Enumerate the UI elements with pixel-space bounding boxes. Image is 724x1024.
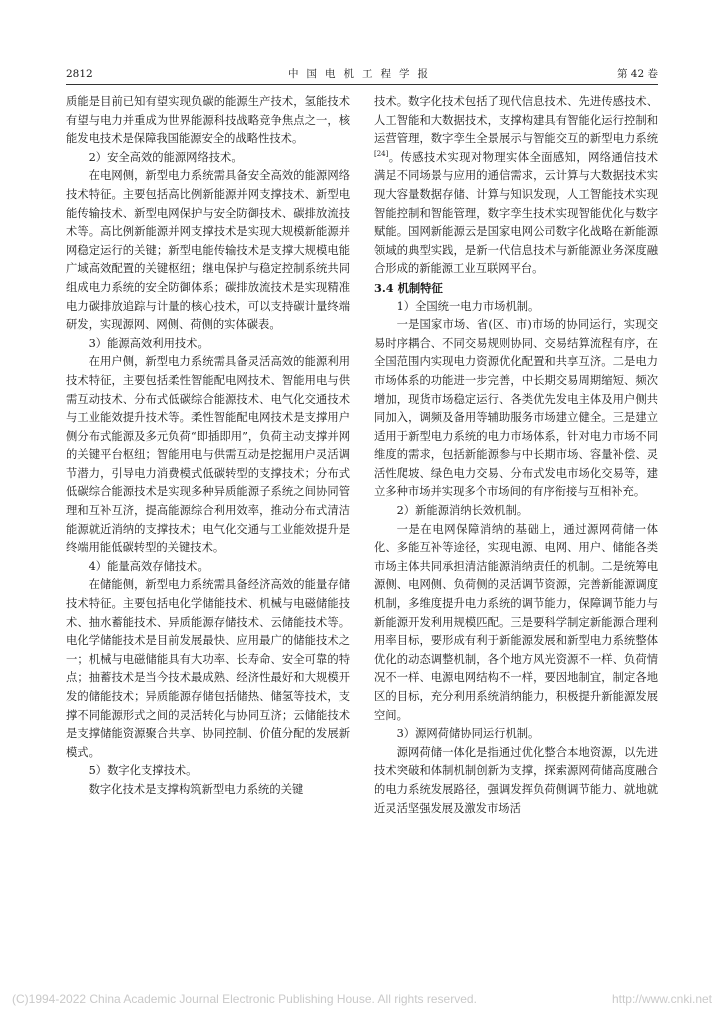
- section-heading: 3.4 机制特征: [374, 280, 443, 295]
- source-url[interactable]: http://www.cnki.net: [611, 992, 712, 1006]
- left-column: [66, 93, 350, 961]
- right-column: [374, 93, 658, 961]
- paragraph-text: 技术。数字化技术包括了现代信息技术、先进传感技术、人工智能和大数据技术，支撑构建具有智能化运行控制和运营管理，数字孪生全景展示与智能交互的新型电力系统: [374, 95, 658, 146]
- item-heading: 1）全国统一电力市场机制。: [396, 299, 540, 313]
- paragraph: 数字化技术是支撑构筑新型电力系统的关键: [88, 782, 304, 796]
- paragraph: 在储能侧，新型电力系统需具备经济高效的能量存储技术特征。主要包括电化学储能技术、机械与电磁储能技术、抽水蓄能技术、异质能源存储技术、云储能技术等。电化学储能技术是目前发展最快、应用最广的储能技术之一；机械与电磁储能具有大功率、长寿命、安全可靠的特点；抽蓄技术是当今技术最成熟、经济性最好和大规模开发的储能技术；异质能源存储包括储热、储氢等技术，支撑不同能源形式之间的灵活转化与协同互济；云储能技术是支撑储能资源聚合共享、协同控制、价值分配的发展新模式。: [66, 578, 350, 759]
- paragraph: 在电网侧，新型电力系统需具备安全高效的能源网络技术特征。主要包括高比例新能源并网支撑技术、新型电能传输技术、新型电网保护与安全防御技术、碳排放流技术等。高比例新能源并网支撑技术是实现大规模新能源并网稳定运行的关键；新型电能传输技术是支撑大规模电能广域高效配置的关键枢纽；继电保护与稳定控制系统共同组成电力系统的安全防御体系；碳排放流技术是实现精准电力碳排放追踪与计量的核心技术，可以支持碳计量终端研发，实现源网、网侧、荷侧的实体碳表。: [66, 169, 350, 332]
- item-heading: 3）能源高效利用技术。: [88, 336, 209, 350]
- paragraph: 在用户侧，新型电力系统需具备灵活高效的能源利用技术特征，主要包括柔性智能配电网技术、智能用电与供需互动技术、分布式低碳综合能源技术、电气化交通技术与工业能效提升技术等。柔性智能配电网技术是支撑用户侧分布式能源及多元负荷“即插即用”，负荷主动支撑并网的关键平台枢纽；智能用电与供需互动是挖掘用户灵活调节潜力，引导电力消费模式低碳转型的支撑技术；分布式低碳综合能源技术是实现多种异质能源子系统之间协同管理和互补互济，提高能源综合利用效率，推动分布式清洁能源就近消纳的支撑技术；电气化交通与工业能效提升是终端用能低碳转型的关键技术。: [66, 355, 350, 555]
- paragraph: 源网荷储一体化是指通过优化整合本地资源，以先进技术突破和体制机制创新为支撑，探索源网荷储高度融合的电力系统发展路径，强调发挥负荷侧调节能力、就地就近灵活坚强发展及激发市场活: [374, 745, 658, 815]
- item-heading: 3）源网荷储协同运行机制。: [396, 727, 540, 741]
- journal-title: 中国电机工程学报: [288, 68, 436, 80]
- watermark-footer: [12, 990, 712, 1008]
- paragraph: 质能是目前已知有望实现负碳的能源生产技术，氢能技术有望与电力并重成为世界能源科技战略竞争焦点之一，核能发电技术是保障我国能源安全的战略性技术。: [66, 95, 350, 146]
- header-rule: [66, 84, 658, 85]
- paragraph: [374, 93, 658, 279]
- running-header: [66, 66, 658, 82]
- paragraph: 一是国家市场、省(区、市)市场的协同运行，实现交易时序耦合、不同交易规则协同、交易结算流程有序，在全国范围内实现电力资源优化配置和共享互济。二是电力市场体系的功能进一步完善，中长期交易周期缩短、频次增加，现货市场稳定运行、各类优先发电主体及用户侧共同加入，调频及备用等辅助服务市场建立健全。三是建立适用于新型电力系统的电力市场体系，针对电力市场不同维度的需求，包括新能源参与中长期市场、容量补偿、灵活性爬坡、绿色电力交易、分布式发电市场化交易等，建立多种市场并实现多个市场间的有序衔接与互相补充。: [374, 318, 658, 499]
- item-heading: 4）能量高效存储技术。: [88, 559, 209, 573]
- volume-label: 第 42 卷: [616, 68, 658, 80]
- item-heading: 5）数字化支撑技术。: [88, 764, 198, 778]
- copyright-text: (C)1994-2022 China Academic Journal Electronic Publishing House. All rights reserved.: [12, 992, 477, 1006]
- paragraph-text: 。传感技术实现对物理实体全面感知，网络通信技术满足不同场景与应用的通信需求，云计算与大数据技术实现大容量数据存储、计算与知识发现，人工智能技术实现智能控制和智能管理，数字孪生技术实现智能优化与数字赋能。国网新能源云是国家电网公司数字化战略在新能源领域的典型实践，是新一代信息技术与新能源业务深度融合形成的新能源工业互联网平台。: [374, 150, 658, 276]
- page-number: 2812: [66, 68, 93, 80]
- item-heading: 2）安全高效的能源网络技术。: [88, 150, 243, 164]
- citation-ref[interactable]: [24]: [374, 150, 389, 159]
- item-heading: 2）新能源消纳长效机制。: [396, 504, 529, 518]
- paragraph: 一是在电网保障消纳的基础上，通过源网荷储一体化、多能互补等途径，实现电源、电网、用户、储能各类市场主体共同承担清洁能源消纳责任的机制。二是统筹电源侧、电网侧、负荷侧的灵活调节资源，完善新能源调度机制，多维度提升电力系统的调节能力，保障调节能力与新能源开发利用规模匹配。三是要科学制定新能源合理利用率目标，要形成有利于新能源发展和新型电力系统整体优化的动态调整机制，各个地方风光资源不一样、负荷情况不一样、电源电网结构不一样，要因地制宜，制定各地区的目标，充分利用系统消纳能力，积极提升新能源发展空间。: [374, 522, 658, 722]
